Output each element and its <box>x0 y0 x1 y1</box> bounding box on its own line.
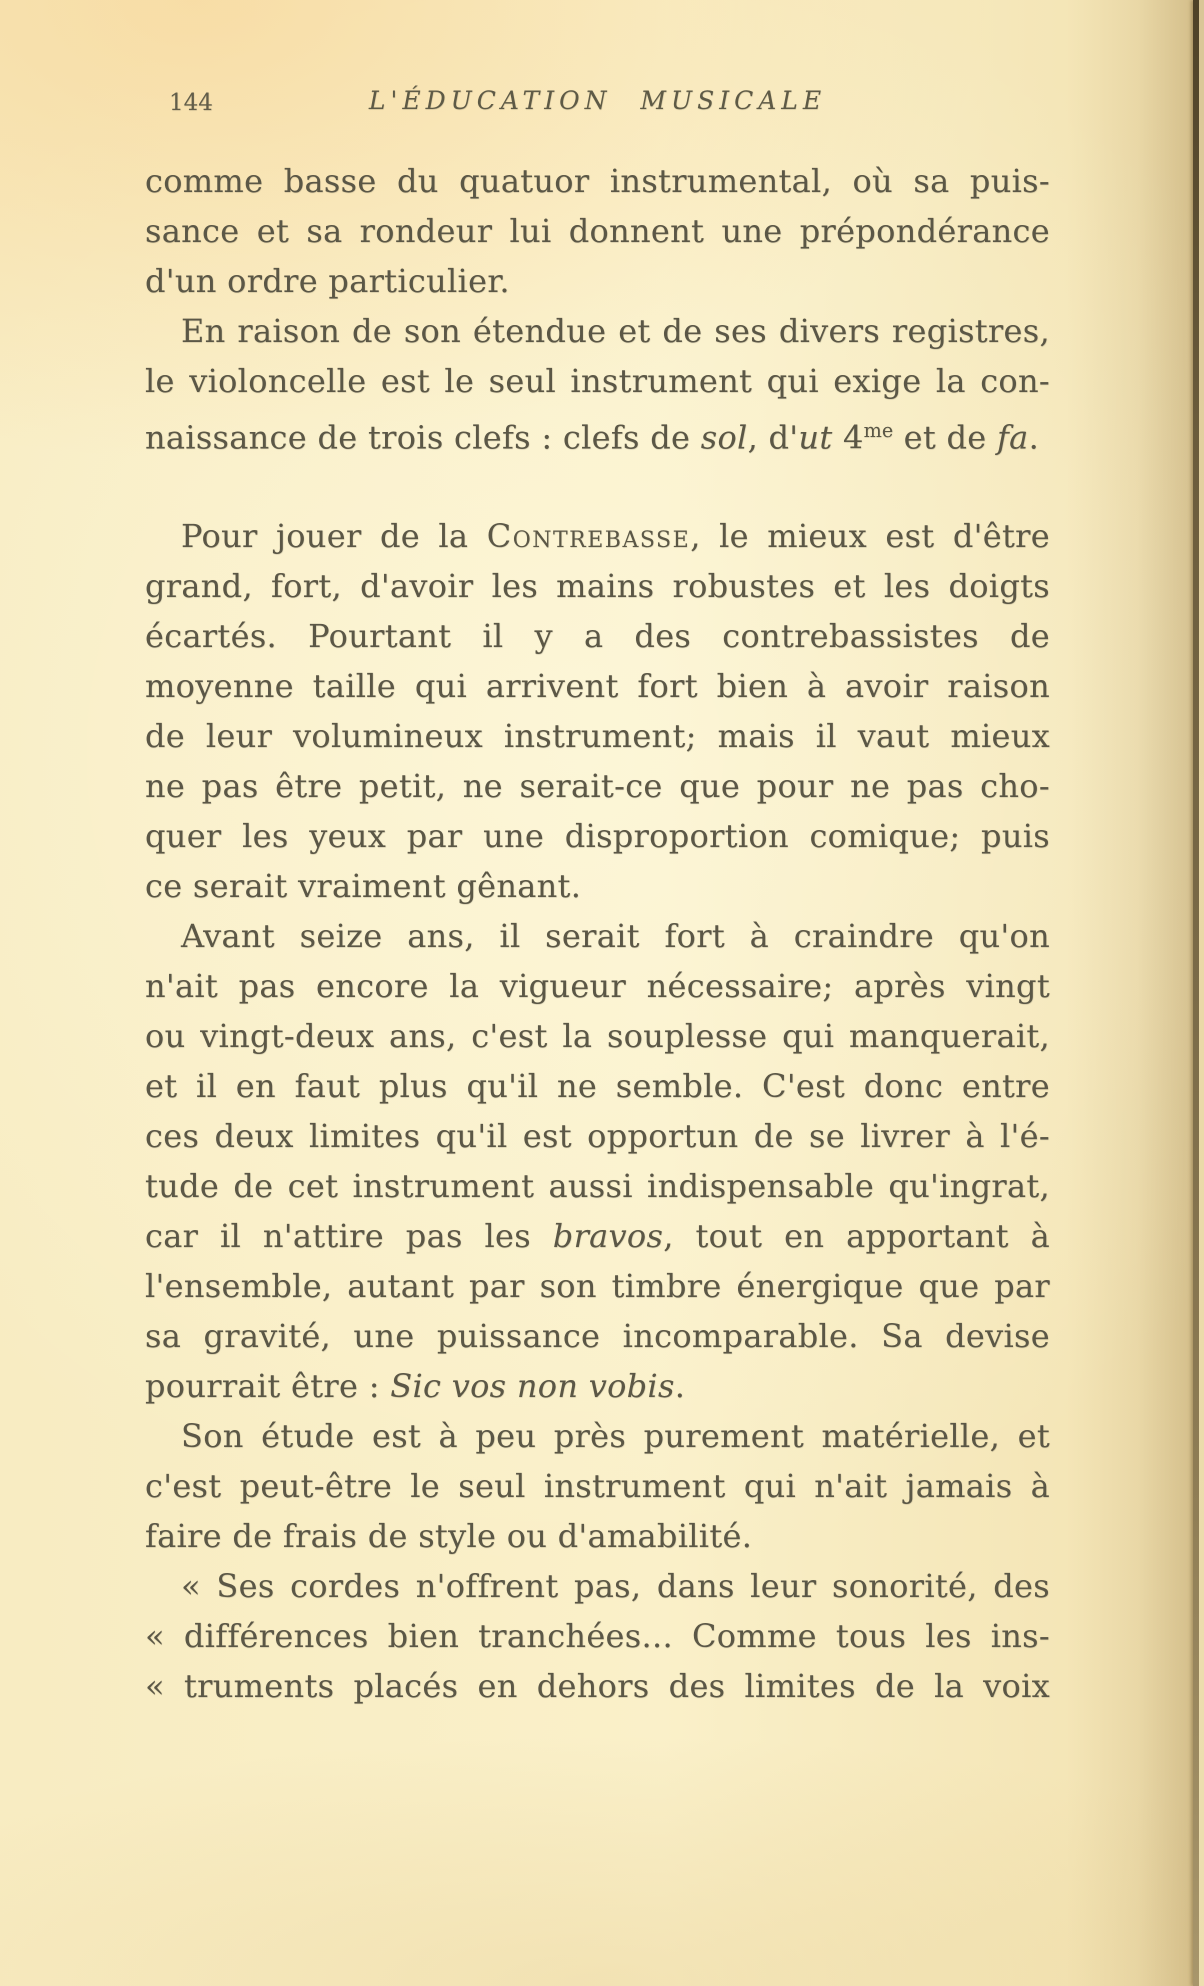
text-segment: de leur volumineux instrument; mais il vaut mieux <box>145 716 1050 755</box>
text-segment: me <box>863 419 894 442</box>
page-edge-shadow <box>1066 0 1196 1986</box>
paragraph <box>145 511 1050 911</box>
text-segment: , d' <box>747 418 799 457</box>
text-line <box>145 811 1050 861</box>
page-number: 144 <box>169 90 213 116</box>
text-line <box>145 1311 1050 1361</box>
text-line <box>145 961 1050 1011</box>
text-segment: , le mieux est d'être <box>690 516 1050 555</box>
text-line <box>145 911 1050 961</box>
text-line <box>145 1261 1050 1311</box>
paragraph <box>145 1411 1050 1561</box>
text-line <box>145 1011 1050 1061</box>
text-line <box>145 256 1050 306</box>
text-segment: ne pas être petit, ne serait-ce que pour ne pas cho- <box>145 766 1050 805</box>
text-segment: « Ses cordes n'offrent pas, dans leur sonorité, des <box>181 1566 1050 1605</box>
text-segment: Son étude est à peu près purement matérielle, et <box>181 1416 1050 1455</box>
text-segment: l'ensemble, autant par son timbre énergique que par <box>145 1266 1050 1305</box>
page-header <box>145 86 1050 115</box>
text-segment: ce serait vraiment gênant. <box>145 866 582 905</box>
text-line <box>145 356 1050 406</box>
text-segment: ut <box>798 418 833 457</box>
text-segment: sance et sa rondeur lui donnent une prépondérance <box>145 212 1050 250</box>
text-segment: Contrebasse <box>486 516 691 555</box>
text-segment: En raison de son étendue et de ses divers registres, <box>181 312 1050 350</box>
text-line <box>145 1411 1050 1461</box>
text-segment: et il en faut plus qu'il ne semble. C'est donc entre <box>145 1066 1050 1105</box>
text-line <box>145 1061 1050 1111</box>
text-line <box>145 661 1050 711</box>
text-segment: Avant seize ans, il serait fort à craindre qu'on <box>181 916 1050 955</box>
text-segment: n'ait pas encore la vigueur nécessaire; après vingt <box>145 966 1050 1005</box>
text-line <box>145 306 1050 356</box>
text-line <box>145 406 1050 463</box>
text-line <box>145 1161 1050 1211</box>
text-segment: quer les yeux par une disproportion comique; puis <box>145 816 1050 855</box>
text-segment: Sic vos non vobis <box>390 1366 675 1405</box>
text-segment: pourrait être : <box>145 1366 391 1405</box>
text-segment: ces deux limites qu'il est opportun de se livrer à l'é- <box>145 1116 1050 1155</box>
text-segment: fa <box>997 418 1029 457</box>
text-segment: . <box>674 1366 686 1405</box>
text-line <box>145 561 1050 611</box>
text-line <box>145 1511 1050 1561</box>
text-line <box>145 1361 1050 1411</box>
text-segment: écartés. Pourtant il y a des contrebassistes de <box>145 616 1050 655</box>
text-segment: et de <box>893 418 998 457</box>
text-line <box>145 711 1050 761</box>
text-segment: Pour jouer de la <box>181 516 487 555</box>
text-segment: d'un ordre particulier. <box>145 262 510 300</box>
text-segment: sol <box>700 418 748 457</box>
paragraph <box>145 911 1050 1411</box>
text-segment: sa gravité, une puissance incomparable. Sa devise <box>145 1316 1050 1355</box>
text-line <box>145 1561 1050 1611</box>
text-segment: c'est peut-être le seul instrument qui n'ait jamais à <box>145 1466 1050 1505</box>
page-edge-light <box>1199 0 1204 1986</box>
text-segment: moyenne taille qui arrivent fort bien à avoir raison <box>145 666 1050 705</box>
text-line <box>145 1611 1050 1661</box>
text-segment: « différences bien tranchées... Comme tous les ins- <box>145 1616 1050 1655</box>
text-segment: grand, fort, d'avoir les mains robustes et les doigts <box>145 566 1050 605</box>
text-line <box>145 861 1050 911</box>
text-line <box>145 761 1050 811</box>
text-segment: tude de cet instrument aussi indispensable qu'ingrat, <box>145 1166 1050 1205</box>
text-line <box>145 1461 1050 1511</box>
text-segment: , tout en apportant à <box>663 1216 1050 1255</box>
text-segment: bravos <box>552 1216 664 1255</box>
text-line <box>145 1111 1050 1161</box>
text-segment: « truments placés en dehors des limites de la voix <box>145 1666 1050 1705</box>
paragraph <box>145 306 1050 463</box>
text-line <box>145 611 1050 661</box>
text-segment: comme basse du quatuor instrumental, où sa puis- <box>145 162 1050 200</box>
text-line <box>145 156 1050 206</box>
text-line <box>145 1211 1050 1261</box>
text-segment: 4 <box>832 418 864 457</box>
text-block <box>145 156 1050 1711</box>
text-line <box>145 206 1050 256</box>
text-segment: le violoncelle est le seul instrument qui exige la con- <box>145 362 1050 400</box>
paragraph <box>145 156 1050 306</box>
text-segment: ou vingt-deux ans, c'est la souplesse qui manquerait, <box>145 1016 1050 1055</box>
text-segment: . <box>1028 418 1040 457</box>
paragraph <box>145 1561 1050 1711</box>
text-line <box>145 1661 1050 1711</box>
text-line <box>145 511 1050 561</box>
text-segment: faire de frais de style ou d'amabilité. <box>145 1516 753 1555</box>
text-segment: naissance de trois clefs : clefs de <box>145 418 701 457</box>
text-segment: car il n'attire pas les <box>145 1216 553 1255</box>
running-title: L'ÉDUCATION MUSICALE <box>368 86 827 115</box>
